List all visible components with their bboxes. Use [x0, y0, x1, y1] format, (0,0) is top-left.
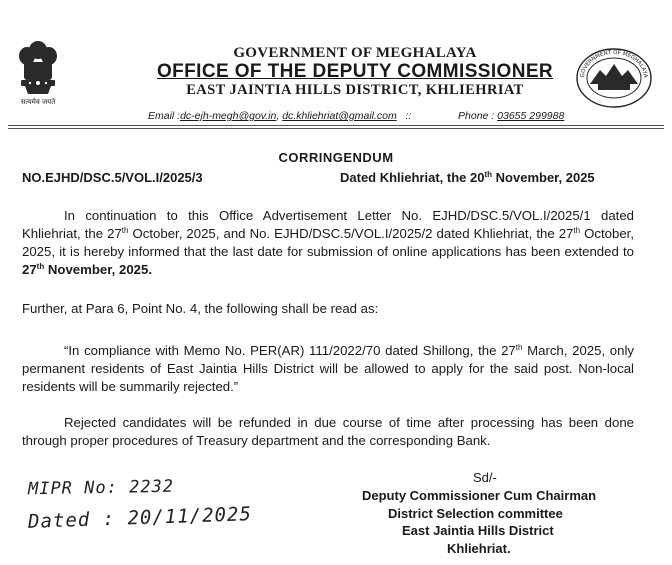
signature-mark: Sd/- [473, 470, 497, 485]
email-link-2[interactable]: dc.khliehriat@gmail.com [282, 110, 397, 122]
header-divider [8, 125, 664, 126]
paragraph-refund: Rejected candidates will be refunded in due course of time after processing has been done through proper procedures of Treasury department and the corresponding Bank. [22, 415, 634, 448]
contact-separator: :: [405, 110, 412, 122]
svg-text:GOVERNMENT OF MEGHALAYA: GOVERNMENT OF MEGHALAYA [579, 49, 649, 78]
signatory-place: Khliehriat. [447, 541, 511, 556]
paragraph-amendment-intro: Further, at Para 6, Point No. 4, the following shall be read as: [22, 301, 379, 316]
meghalaya-seal [574, 46, 654, 110]
office-heading: OFFICE OF THE DEPUTY COMMISSIONER [156, 61, 554, 82]
paragraph-extension: In continuation to this Office Advertisement Letter No. EJHD/DSC.5/VOL.I/2025/1 dated Khliehriat, the 27th October, 2025, and No. EJHD/DSC.5/VOL.I/2025/2 dated Khliehriat, the 27th October, 2025, it is hereby informed that the last date for submission of online applications has been extended to 27th November, 2025. [22, 208, 634, 277]
document-title: CORRINGENDUM [278, 150, 394, 165]
svg-text:सत्यमेव जयते: सत्यमेव जयते [20, 98, 56, 106]
email-label: Email : [148, 110, 181, 122]
government-heading: GOVERNMENT OF MEGHALAYA [233, 45, 477, 61]
header-divider-second [8, 128, 664, 129]
handwritten-date: Dated : 20/11/2025 [27, 503, 253, 533]
reference-number: NO.EJHD/DSC.5/VOL.I/2025/3 [22, 170, 203, 185]
district-heading: EAST JAINTIA HILLS DISTRICT, KHLIEHRIAT [186, 82, 524, 98]
phone-label: Phone : [458, 110, 495, 122]
signatory-committee: District Selection committee [388, 506, 563, 521]
contact-line: Email :dc-ejh-megh@gov.in, dc.khliehriat@gmail.com :: Phone : 03655 299988 [148, 110, 565, 122]
signatory-district: East Jaintia Hills District [402, 523, 554, 538]
email-link-1[interactable]: dc-ejh-megh@gov.in [180, 110, 277, 122]
handwritten-mipr-number: MIPR No: 2232 [27, 476, 175, 500]
national-emblem [12, 38, 64, 108]
signatory-designation: Deputy Commissioner Cum Chairman [362, 488, 597, 503]
paragraph-quoted-amendment: “In compliance with Memo No. PER(AR) 111/2022/70 dated Shillong, the 27th March, 2025, only permanent residents of East Jaintia Hills District will be allowed to apply for the said post. Non-local residents will be summarily rejected.” [22, 343, 634, 394]
new-deadline: 27th November, 2025. [22, 262, 152, 277]
phone-number: 03655 299988 [497, 110, 565, 122]
issue-date: Dated Khliehriat, the 20th November, 2025 [340, 170, 595, 185]
